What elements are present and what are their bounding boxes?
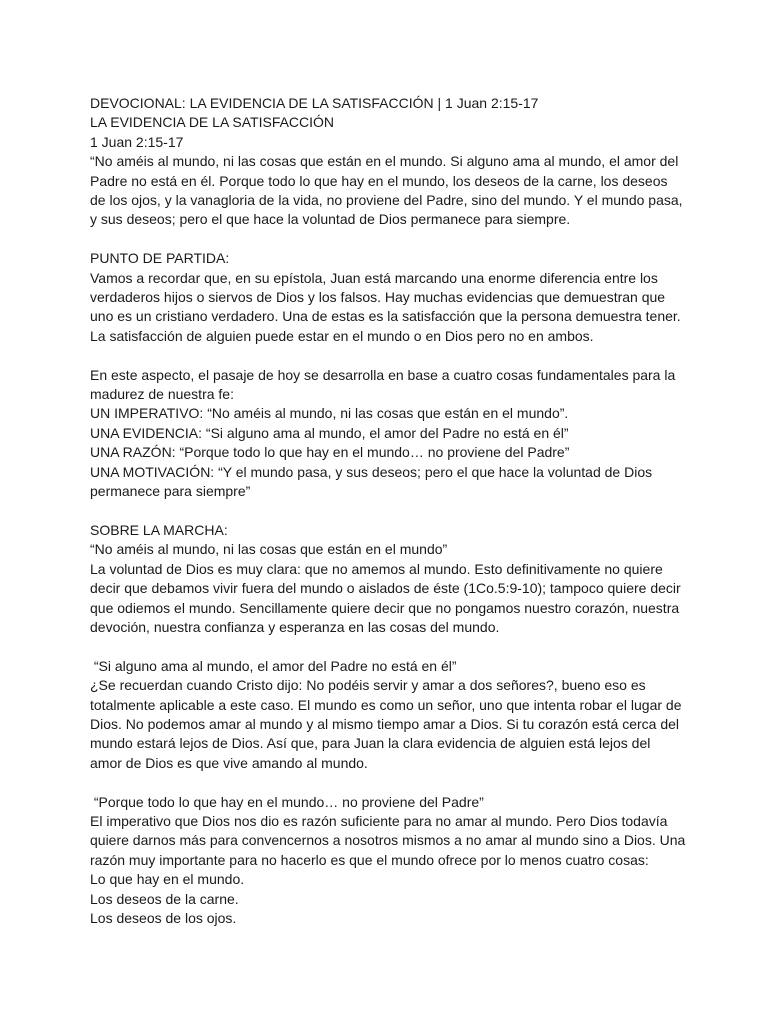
paragraph-gap xyxy=(90,346,690,365)
paragraph-line: mundo estará lejos de Dios. Así que, para Juan la clara evidencia de alguien está lejos del xyxy=(90,735,651,752)
verse-line: y sus deseos; pero el que hace la voluntad de Dios permanece para siempre. xyxy=(90,211,571,228)
paragraph-gap xyxy=(90,637,690,656)
paragraph-gap xyxy=(90,502,690,521)
paragraph-line: devoción, nuestra confianza y esperanza en las cosas del mundo. xyxy=(90,618,500,635)
paragraph-gap xyxy=(90,230,690,249)
list-item: Los deseos de la carne. xyxy=(90,890,239,907)
list-item-evidencia: UNA EVIDENCIA: “Si alguno ama al mundo, el amor del Padre no está en él” xyxy=(90,424,569,441)
list-item-motivacion-continued: permanece para siempre” xyxy=(90,483,251,500)
list-item-imperativo: UN IMPERATIVO: “No améis al mundo, ni las cosas que están en el mundo”. xyxy=(90,405,569,422)
quote-subheading: “No améis al mundo, ni las cosas que están en el mundo” xyxy=(90,541,448,558)
paragraph-line: quiere darnos más para convencernos a nosotros mismos a no amar al mundo sino a Dios. Una xyxy=(90,832,686,849)
paragraph-line: amor de Dios es que vive amando al mundo. xyxy=(90,754,368,771)
paragraph-line: La voluntad de Dios es muy clara: que no amemos al mundo. Esto definitivamente no quiere xyxy=(90,560,663,577)
list-item-razon: UNA RAZÓN: “Porque todo lo que hay en el mundo… no proviene del Padre” xyxy=(90,444,570,461)
paragraph-line: madurez de nuestra fe: xyxy=(90,386,234,403)
paragraph-line: El imperativo que Dios nos dio es razón suficiente para no amar al mundo. Pero Dios todavía xyxy=(90,812,668,829)
list-item: Los deseos de los ojos. xyxy=(90,909,237,926)
quote-subheading: “Porque todo lo que hay en el mundo… no proviene del Padre” xyxy=(90,793,484,810)
document-full-title: DEVOCIONAL: LA EVIDENCIA DE LA SATISFACCIÓN | 1 Juan 2:15-17 xyxy=(90,95,539,111)
verse-line: Padre no está en él. Porque todo lo que hay en el mundo, los deseos de la carne, los deseos xyxy=(90,172,668,189)
paragraph-line: Dios. No podemos amar al mundo y al mismo tiempo amar a Dios. Si tu corazón está cerca del xyxy=(90,715,680,732)
section-heading-sobre-la-marcha: SOBRE LA MARCHA: xyxy=(90,521,228,538)
verse-line: de los ojos, y la vanagloria de la vida, no proviene del Padre, sino del mundo. Y el mundo pasa, xyxy=(90,192,683,209)
paragraph-line: En este aspecto, el pasaje de hoy se desarrolla en base a cuatro cosas fundamentales para la xyxy=(90,366,676,383)
paragraph-line: verdaderos hijos o siervos de Dios y los falsos. Hay muchas evidencias que demuestran que xyxy=(90,289,666,306)
verse-line: “No améis al mundo, ni las cosas que están en el mundo. Si alguno ama al mundo, el amor del xyxy=(90,153,679,170)
document-page xyxy=(90,94,690,928)
paragraph-line: razón muy importante para no hacerlo es que el mundo ofrece por lo menos cuatro cosas: xyxy=(90,851,649,868)
quote-subheading: “Si alguno ama al mundo, el amor del Padre no está en él” xyxy=(90,657,457,674)
paragraph-line: decir que debamos vivir fuera del mundo o aislados de éste (1Co.5:9-10); tampoco quiere decir xyxy=(90,580,681,597)
paragraph-line: que odiemos el mundo. Sencillamente quiere decir que no pongamos nuestro corazón, nuestra xyxy=(90,599,680,616)
list-item: Lo que hay en el mundo. xyxy=(90,871,245,888)
paragraph-line: La satisfacción de alguien puede estar en el mundo o en Dios pero no en ambos. xyxy=(90,327,594,344)
scripture-reference: 1 Juan 2:15-17 xyxy=(90,133,184,150)
paragraph-line: totalmente aplicable a este caso. El mundo es como un señor, uno que intenta robar el lugar de xyxy=(90,696,682,713)
document-title: LA EVIDENCIA DE LA SATISFACCIÓN xyxy=(90,114,335,131)
paragraph-line: uno es un cristiano verdadero. Una de estas es la satisfacción que la persona demuestra tener. xyxy=(90,308,681,325)
paragraph-gap xyxy=(90,773,690,792)
paragraph-line: Vamos a recordar que, en su epístola, Juan está marcando una enorme diferencia entre los xyxy=(90,269,658,286)
section-heading-punto-de-partida: PUNTO DE PARTIDA: xyxy=(90,250,230,267)
paragraph-line: ¿Se recuerdan cuando Cristo dijo: No podéis servir y amar a dos señores?, bueno eso es xyxy=(90,677,646,694)
list-item-motivacion: UNA MOTIVACIÓN: “Y el mundo pasa, y sus deseos; pero el que hace la voluntad de Dios xyxy=(90,463,653,480)
